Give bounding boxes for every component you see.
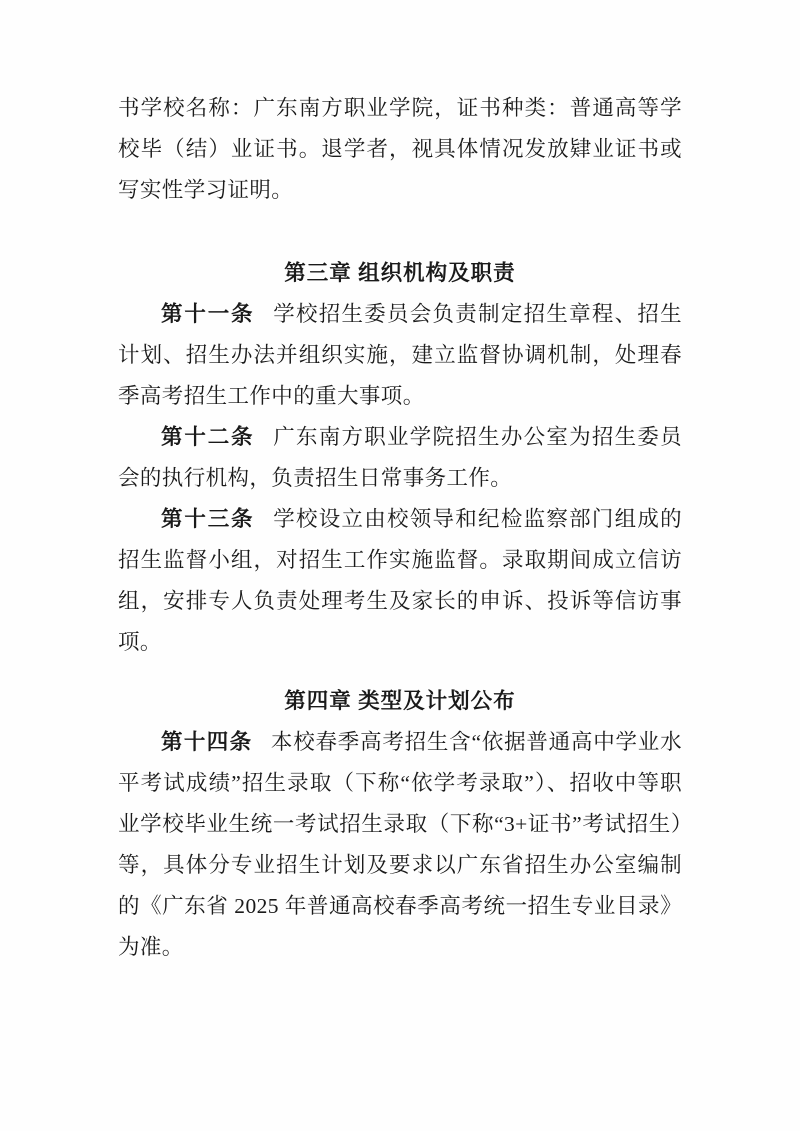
section-heading-chapter-4: 第四章 类型及计划公布 xyxy=(284,689,516,713)
clause-text-11: 学校招生委员会负责制定招生章程、招生计划、招生办法并组织实施，建立监督协调机制，处理春季高考招生工作中的重大事项。 xyxy=(118,302,682,408)
clause-text-14: 本校春季高考招生含“依据普通高中学业水平考试成绩”招生录取（下称“依学考录取”）、招收中等职业学校毕业生统一考试招生录取（下称“3+证书”考试招生）等，具体分专业招生计划及要求以广东省招生办公室编制的《广东省 2025 年普通高校春季高考统一招生专业目录》为准。 xyxy=(118,730,682,959)
clause-text-13: 学校设立由校领导和纪检监察部门组成的招生监督小组，对招生工作实施监督。录取期间成立信访组，安排专人负责处理考生及家长的申诉、投诉等信访事项。 xyxy=(118,507,682,654)
clause-paragraph-11 xyxy=(118,294,682,417)
section-spacer xyxy=(118,663,682,681)
continued-paragraph: 书学校名称：广东南方职业学院，证书种类：普通高等学校毕（结）业证书。退学者，视具体情况发放肄业证书或写实性学习证明。 xyxy=(118,96,682,202)
clause-paragraph-12 xyxy=(118,417,682,499)
clause-label-13: 第十三条 xyxy=(161,507,255,531)
section-heading-chapter-3: 第三章 组织机构及职责 xyxy=(284,261,516,285)
document-body xyxy=(118,88,682,968)
clause-text-12: 广东南方职业学院招生办公室为招生委员会的执行机构，负责招生日常事务工作。 xyxy=(118,425,682,490)
section-spacer xyxy=(118,211,682,253)
clause-paragraph-14 xyxy=(118,722,682,968)
clause-label-11: 第十一条 xyxy=(161,302,255,326)
clause-paragraph-13 xyxy=(118,499,682,663)
clause-label-14: 第十四条 xyxy=(161,730,253,754)
clause-label-12: 第十二条 xyxy=(161,425,255,449)
